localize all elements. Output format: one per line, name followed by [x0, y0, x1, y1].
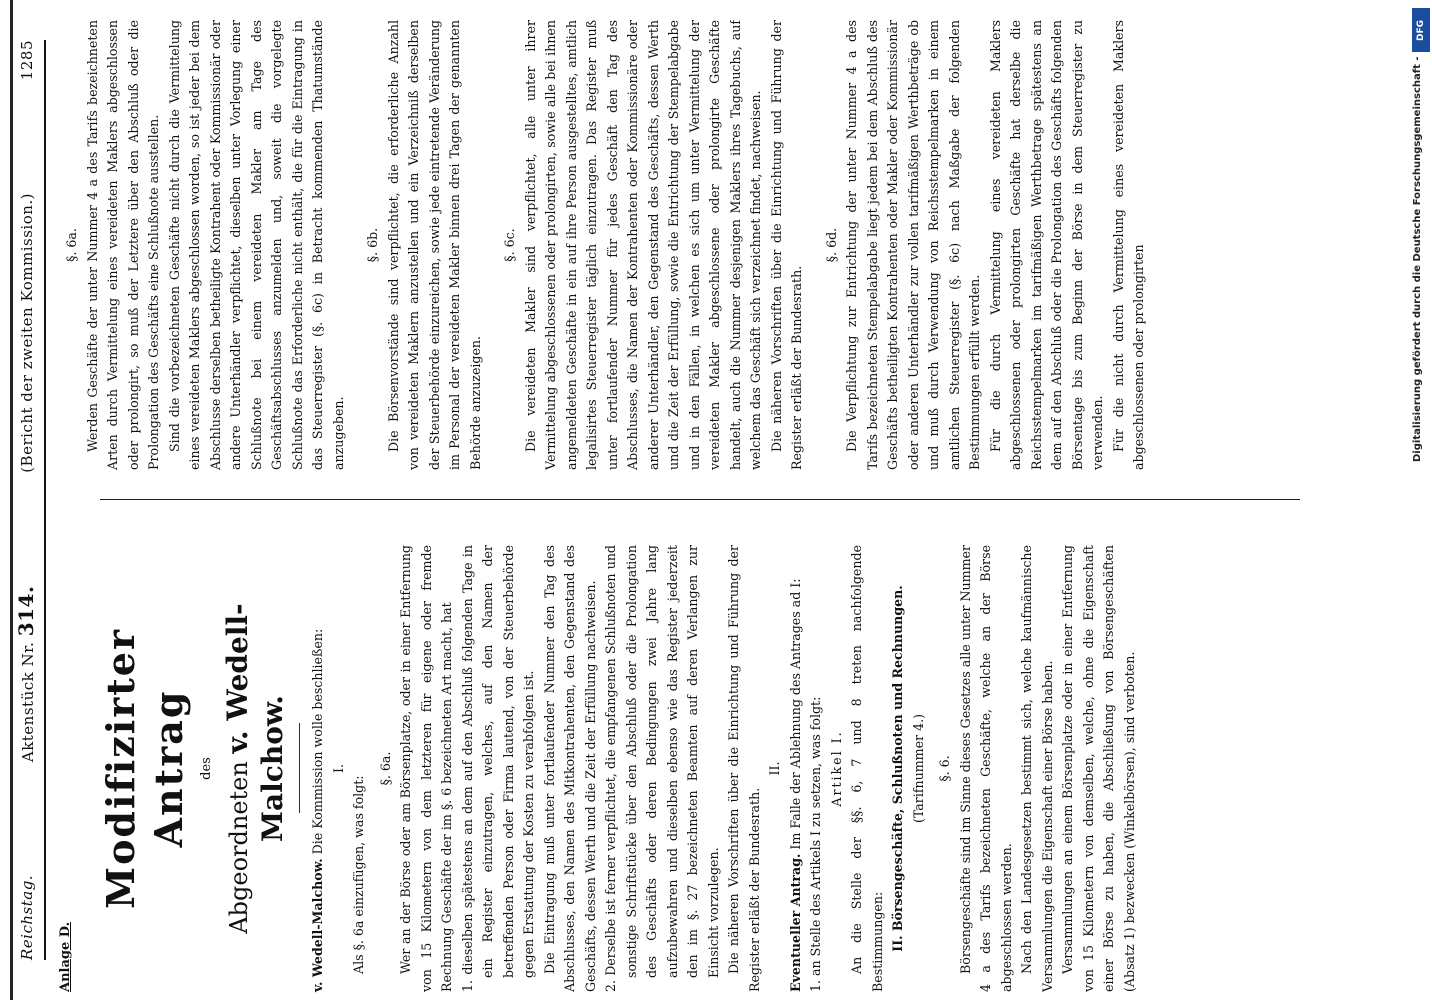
left-column — [56, 545, 1412, 1000]
header-rule — [44, 40, 46, 960]
roman-1: I. — [330, 764, 346, 773]
artikel-heading: Artikel I. — [828, 730, 844, 807]
paragraph-3: Börsengeschäfte sind im Sinne dieses Gesetzes alle unter Nummer 4 a des Tarifs bezeichneten Geschäfte, welche an der Börse abgeschlossen werden. — [957, 545, 1014, 992]
paragraph-5: Versammlungen an einem Börsenplatze oder in einer Entfernung von 15 Kilometern von demselben, welche, ohne die Eigenschaft einer Börse zu haben, die Abschließung von Börsengeschäften (Absatz 1) bezwecken (Winkelbörsen), sind verboten. — [1060, 545, 1137, 992]
intro-paragraph — [308, 545, 329, 992]
header-title: (Bericht der zweiten Kommission.) — [17, 192, 36, 473]
header-aktenstueck: Aktenstück Nr. 314. — [13, 585, 38, 763]
right-paragraph-7: Für die durch Vermittelung eines vereideten Maklers abgeschlossenen oder prolongirten Geschäfte hat derselbe die Reichsstempelmarken im tarifmäßigen Werthbetrage spätestens an dem auf den Abschluß oder die Prolongation des Geschäfts folgenden Börsentage bis zum Beginn der Börse in dem Steuerregister zu verwenden. — [987, 20, 1105, 470]
document-title: Modifizirter Antrag — [97, 628, 191, 909]
section-6a-right: §. 6a. — [64, 228, 79, 262]
page-number: 1285 — [17, 40, 36, 81]
short-rule — [299, 724, 300, 814]
page-header — [12, 40, 42, 960]
right-paragraph-3: Die Börsenvorstände sind verpflichtet, die erforderliche Anzahl von vereideten Maklern anzustellen und ein Verzeichniß derselben der Steuerbehörde einzureichen, sowie jede eintretende Veränderung im Personal der vereideten Makler binnen drei Tagen der genannten Behörde anzuzeigen. — [385, 20, 483, 470]
insert-text: Als §. 6a einzufügen, was folgt: — [351, 775, 366, 974]
roman-2: II. — [767, 761, 782, 776]
right-paragraph-4: Die vereideten Makler sind verpflichtet, alle unter ihrer Vermittelung abgeschlossenen oder prolongirten, sowie alle bei ihnen angemeldeten Geschäfte in ein auf ihre Person ausgestelltes, amtlich legalisirtes Steuerregister täglich einzutragen. Das Register muß unter fortlaufender Nummer für jedes Geschäft den Tag des Abschlusses, die Namen der Kontrahenten oder Kommissionäre oder anderer Unterhändler, den Gegenstand des Geschäfts, dessen Werth und die Zeit der Erfüllung, sowie die Entrichtung der Stempelabgabe und in den Fällen, in welchen es sich um unter Vermittelung der vereideten Makler abgeschlossene oder prolongirte Geschäfte handelt, auch die Nummer desjenigen Maklers ihres Tagebuchs, auf welchem das Geschäft sich verzeichnet findet, nachweisen. — [522, 20, 763, 470]
paragraph-2: Die näheren Vorschriften über die Einrichtung und Führung der Register erläßt der Bundesrath. — [726, 545, 762, 992]
item-1b: Die Eintragung muß unter fortlaufender Nummer den Tag des Abschlusses, den Namen des Mitkontrahenten, den Gegenstand des Geschäfts, dessen Werth und die Zeit der Erfüllung nachweisen. — [541, 545, 598, 992]
anlage-label: Anlage D. — [58, 921, 73, 992]
dfg-logo: DFG — [1412, 8, 1430, 52]
intro-text: Die Kommission wolle beschließen: — [310, 628, 325, 855]
abgeordneten-name: v. Wedell-Malchow. — [221, 603, 289, 842]
right-paragraph-2: Sind die vorbezeichneten Geschäfte nicht durch die Vermittelung eines vereideten Maklers abgeschlossen worden, so ist jeder bei dem Abschlusse derselben betheiligte Kontrahent oder Kommissionär oder andere Unterhändler verpflichtet, dieselben unter Vorlegung einer Schlußnote bei einem vereideten Makler am Tage des Geschäftsabschlusses anzumelden und, soweit die vorgelegte Schlußnote das Erforderliche nicht enthält, die für die Eintragung in das Steuerregister (§. 6c) in Betracht kommenden Thatumstände anzugeben. — [166, 20, 346, 470]
dfg-funding-note: Digitalisierung gefördert durch die Deutsche Forschungsgemeinschaft - — [1412, 56, 1423, 462]
paragraph-1: Wer an der Börse oder am Börsenplatze, oder in einer Entfernung von 15 Kilometern von dem letzteren für eigene oder fremde Rechnung Geschäfte der im §. 6 bezeichneten Art macht, hat — [398, 545, 454, 992]
section-6d: §. 6d. — [823, 227, 839, 263]
right-paragraph-5: Die näheren Vorschriften über die Einrichtung und Führung der Register erläßt der Bundesrath. — [768, 20, 804, 470]
section-6c: §. 6c. — [502, 228, 517, 262]
item-2: 2. Derselbe ist ferner verpflichtet, die empfangenen Schlußnoten und sonstige Schriftstücke über den Abschluß oder die Prolongation des Geschäfts oder deren Bedingungen zwei Jahre lang aufzubewahren und dieselben ebenso wie das Register jederzeit den im §. 27 bezeichneten Beamten auf deren Verlangen zur Einsicht vorzulegen. — [603, 545, 721, 992]
eventuell-text: Im Falle der Ablehnung des Antrages ad I: — [787, 578, 803, 850]
tarif-label: (Tarifnummer 4.) — [910, 713, 926, 824]
abgeordneten-line: Abgeordneten v. Wedell-Malchow. — [221, 603, 289, 934]
eventuell-label: Eventueller Antrag. — [787, 853, 803, 992]
section-6b: §. 6b. — [365, 227, 380, 263]
right-paragraph-6: Die Verpflichtung zur Entrichtung der unter Nummer 4 a des Tarifs bezeichneten Stempelabgabe liegt jedem bei dem Abschluß des Geschäfts betheiligten Kontrahenten oder Makler oder Kommissionär oder anderen Unterhändler zur vollen tarifmäßigen Werthbeträge ob und muß durch Verwendung von Reichsstempelmarken in einem amtlichen Steuerregister (§. 6c) nach Maßgabe der folgenden Bestimmungen erfüllt werden. — [844, 20, 982, 470]
header-number: 314. — [13, 585, 38, 637]
des-label: des — [198, 757, 214, 780]
item-1: 1. dieselben spätestens an dem auf den Abschluß folgenden Tage in ein Register einzutragen, welches, auf den Namen der betreffenden Person oder Firma lautend, von der Steuerbehörde gegen Erstattung der Kosten zu verabfolgen ist. — [459, 545, 536, 992]
section-6: §. 6. — [937, 755, 952, 782]
heading-ii: II. Börsengeschäfte, Schlußnoten und Rechnungen. — [890, 585, 905, 952]
stelle-text: 1. an Stelle des Artikels I zu setzen, was folgt: — [808, 696, 823, 992]
right-column — [56, 20, 1412, 470]
eventuell-paragraph — [786, 545, 807, 992]
intro-name: v. Wedell-Malchow. — [310, 858, 325, 992]
paragraph-4: Nach den Landesgesetzen bestimmt sich, welche kaufmännische Versammlungen die Eigenschaft einer Börse haben. — [1019, 545, 1055, 992]
right-paragraph-1: Werden Geschäfte der unter Nummer 4 a des Tarifs bezeichneten Arten durch Vermittelung eines vereideten Maklers abgeschlossen oder prolongirt, so muß der Letztere über den Abschluß oder die Prolongation des Geschäfts eine Schlußnote ausstellen. — [84, 20, 161, 470]
section-6a-left: §. 6a. — [377, 751, 393, 786]
header-reichstag: Reichstag. — [17, 874, 36, 960]
column-divider — [100, 499, 1300, 500]
right-paragraph-8: Für die nicht durch Vermittelung eines vereideten Maklers abgeschlossenen oder prolongirten — [1110, 20, 1146, 470]
artikel-text: An die Stelle der §§. 6, 7 und 8 treten nachfolgende Bestimmungen: — [849, 545, 885, 992]
